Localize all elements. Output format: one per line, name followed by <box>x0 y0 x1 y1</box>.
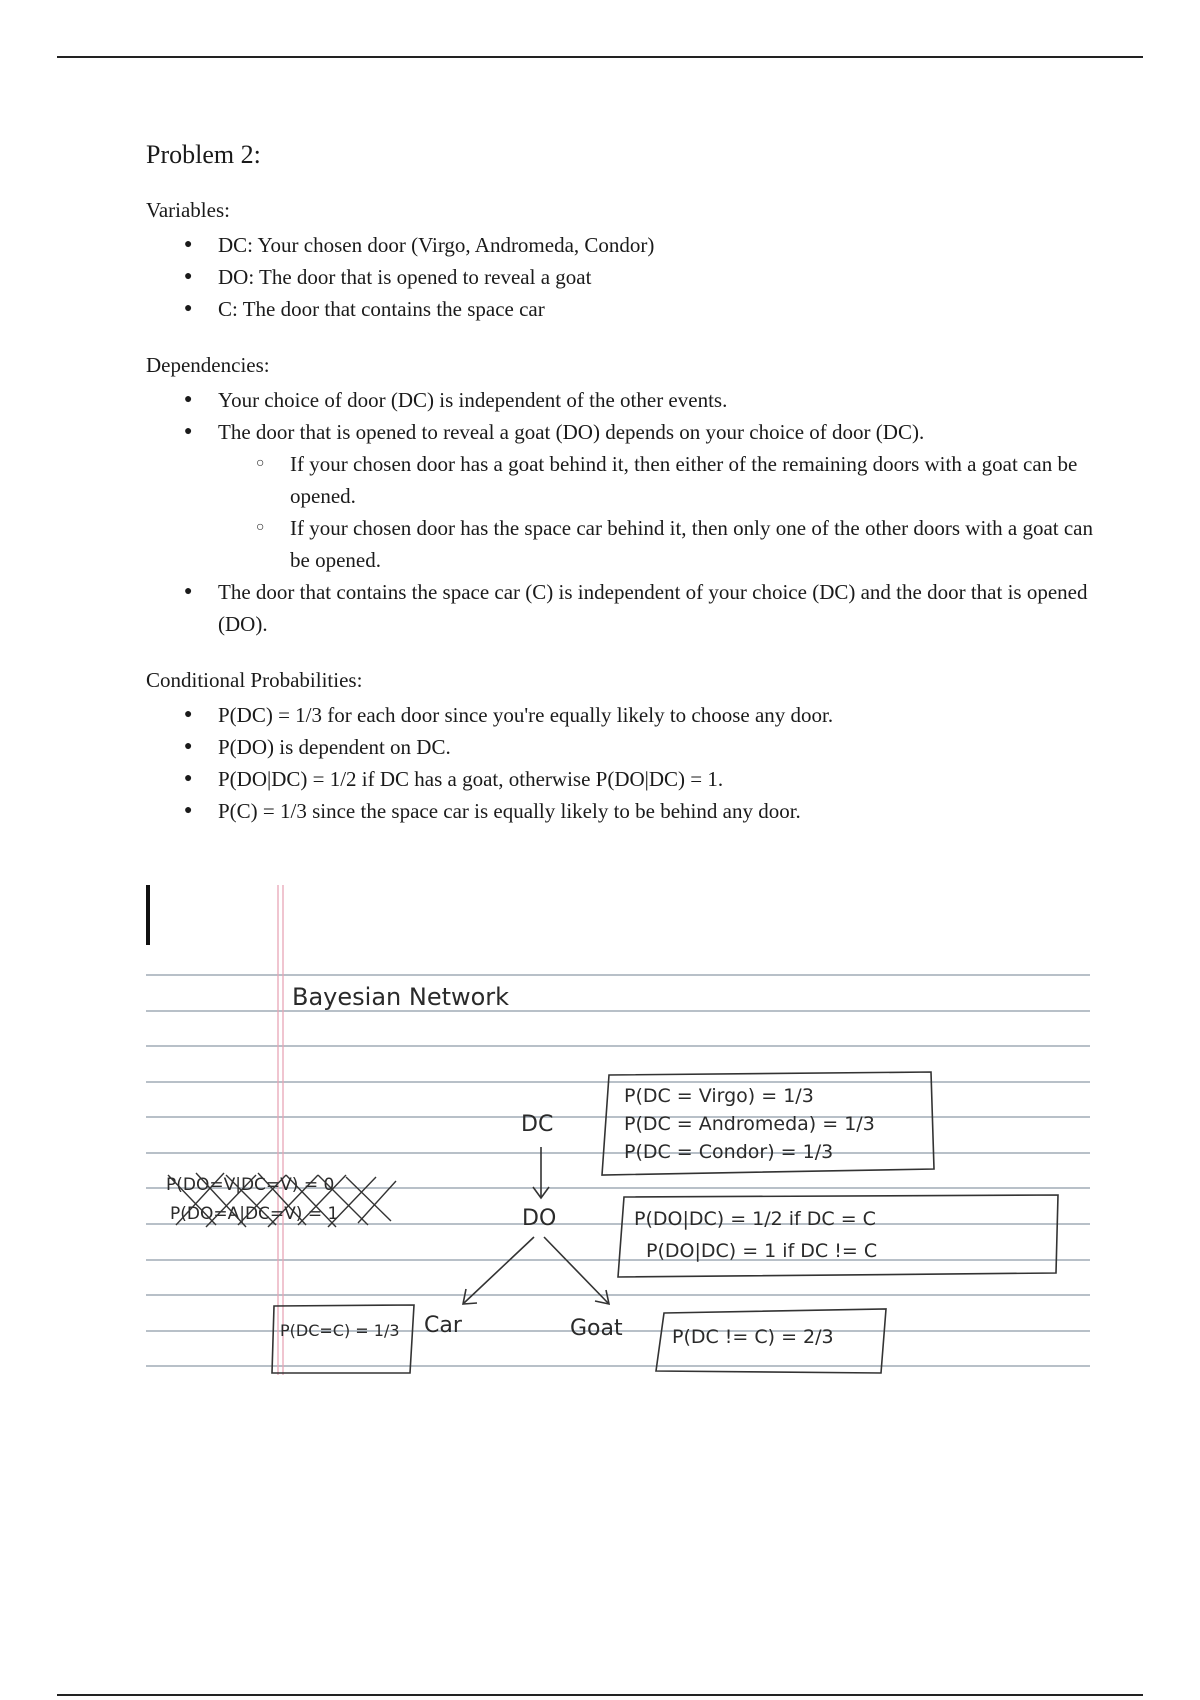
conditional-probabilities-heading: Conditional Probabilities: <box>146 668 363 692</box>
goat-prob: P(DC != C) = 2/3 <box>672 1326 834 1348</box>
conditional-probabilities-section <box>146 668 1096 827</box>
problem-title: Problem 2: <box>146 140 261 169</box>
bayesian-network-sketch <box>146 885 1090 1375</box>
list-item: ● P(DO) is dependent on DC. <box>146 731 1096 763</box>
crossed-out-text-2: P(DO=A|DC=V) = 1 <box>170 1204 339 1224</box>
list-item: ● Your choice of door (DC) is independent of the other events. <box>146 384 1096 416</box>
conditional-probabilities-list <box>146 699 1096 827</box>
sub-list-item: ○ If your chosen door has the space car behind it, then only one of the other doors with a goat can be opened. <box>146 512 1096 576</box>
notebook-paper <box>146 885 1090 1375</box>
list-item: ● C: The door that contains the space car <box>146 293 1096 325</box>
node-car: Car <box>424 1313 462 1338</box>
document-body <box>146 140 1096 855</box>
variables-heading: Variables: <box>146 198 230 222</box>
bottom-rule <box>57 1694 1143 1696</box>
paper-background <box>146 885 1090 1375</box>
dependencies-list <box>146 384 1096 640</box>
list-item: ● P(C) = 1/3 since the space car is equally likely to be behind any door. <box>146 795 1096 827</box>
list-item: ● P(DC) = 1/3 for each door since you're equally likely to choose any door. <box>146 699 1096 731</box>
node-dc: DC <box>521 1112 554 1137</box>
dc-prob-virgo: P(DC = Virgo) = 1/3 <box>624 1085 814 1107</box>
sub-list-item: ○ If your chosen door has a goat behind it, then either of the remaining doors with a goat can be opened. <box>146 448 1096 512</box>
list-item: ● The door that contains the space car (C) is independent of your choice (DC) and the door that is opened (DO). <box>146 576 1096 640</box>
node-do: DO <box>522 1206 557 1231</box>
dc-prob-condor: P(DC = Condor) = 1/3 <box>624 1141 834 1163</box>
variables-list <box>146 229 1096 325</box>
dependencies-heading: Dependencies: <box>146 353 270 377</box>
dc-prob-andromeda: P(DC = Andromeda) = 1/3 <box>624 1113 875 1135</box>
list-item: ● DO: The door that is opened to reveal a goat <box>146 261 1096 293</box>
paper-edge <box>146 885 150 945</box>
list-item: ● The door that is opened to reveal a goat (DO) depends on your choice of door (DC). <box>146 416 1096 448</box>
top-rule <box>57 56 1143 58</box>
do-prob-goat: P(DO|DC) = 1/2 if DC = C <box>634 1208 876 1230</box>
variables-section <box>146 198 1096 325</box>
car-prob: P(DC=C) = 1/3 <box>280 1321 400 1340</box>
node-goat: Goat <box>570 1316 623 1341</box>
dependencies-section <box>146 353 1096 640</box>
do-prob-car: P(DO|DC) = 1 if DC != C <box>646 1240 878 1262</box>
crossed-out-text-1: P(DO=V|DC=V) = 0 <box>166 1175 335 1195</box>
sketch-title: Bayesian Network <box>292 983 510 1011</box>
list-item: ● P(DO|DC) = 1/2 if DC has a goat, otherwise P(DO|DC) = 1. <box>146 763 1096 795</box>
list-item: ● DC: Your chosen door (Virgo, Andromeda, Condor) <box>146 229 1096 261</box>
